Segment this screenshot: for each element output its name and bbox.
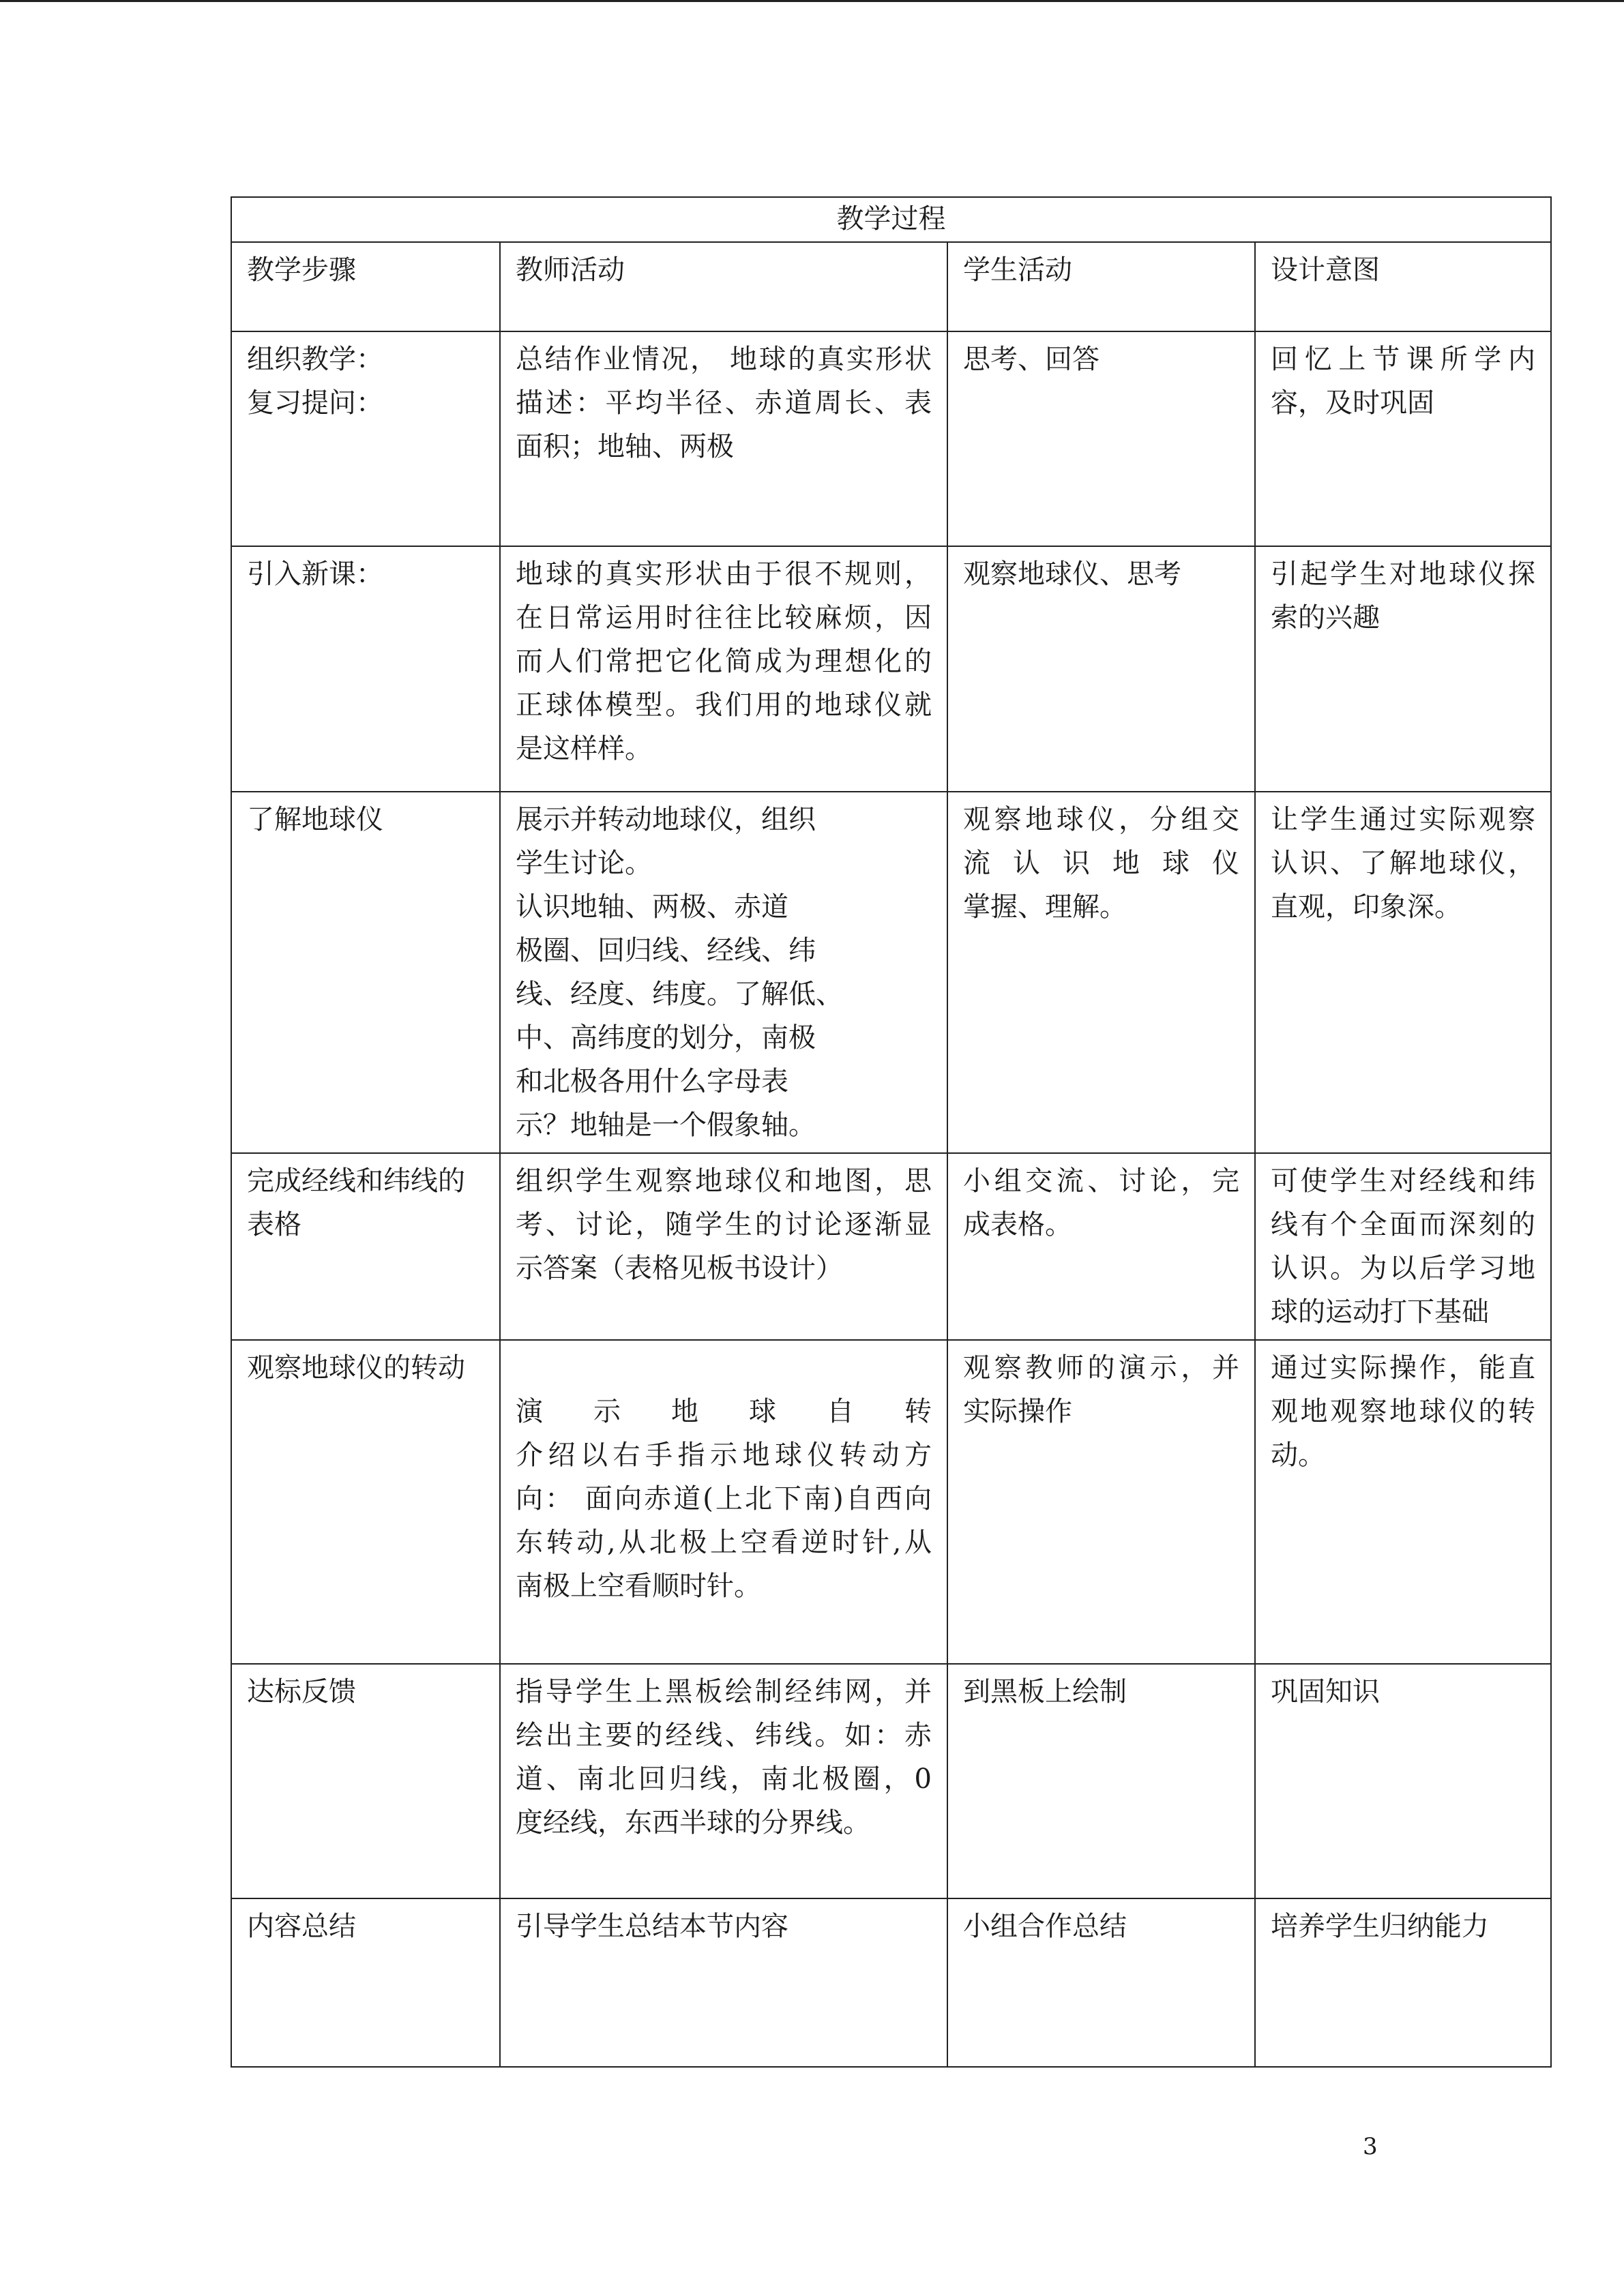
cell-text-line: 观察地球仪的转动	[247, 1352, 465, 1384]
cell-text-line: 了解地球仪	[247, 804, 383, 835]
table-row	[231, 546, 1551, 792]
cell-text-line: 索的兴趣	[1271, 602, 1380, 633]
table-row	[231, 1664, 1551, 1898]
cell-intent	[1255, 792, 1551, 1153]
cell-teacher	[500, 1664, 947, 1898]
cell-student	[947, 546, 1255, 792]
table-row	[231, 1153, 1551, 1340]
cell-text-line: 实际操作	[963, 1396, 1072, 1427]
cell-text-line: 到黑板上绘制	[963, 1676, 1127, 1708]
cell-text-line: 小组合作总结	[963, 1911, 1127, 1942]
cell-text-line: 思考、回答	[963, 344, 1099, 375]
cell-intent	[1255, 1340, 1551, 1664]
table-row	[231, 331, 1551, 546]
cell-text-line: 示答案（表格见板书设计）	[516, 1253, 843, 1284]
teaching-process-table	[231, 196, 1552, 2068]
cell-text-line: 示？地轴是一个假象轴。	[516, 1109, 816, 1141]
cell-text-line: 成表格。	[963, 1209, 1072, 1240]
cell-text-line: 观察教师的演示，并	[963, 1352, 1239, 1384]
cell-text-line: 认识。为以后学习地	[1271, 1253, 1535, 1284]
cell-text-line: 容，及时巩固	[1271, 387, 1434, 419]
cell-text-line: 线有个全面而深刻的	[1271, 1209, 1535, 1240]
cell-text-line: 南极上空看顺时针。	[516, 1570, 761, 1602]
cell-text-line: 直观，印象深。	[1271, 891, 1462, 923]
cell-text-line: 观地观察地球仪的转	[1271, 1396, 1535, 1427]
cell-step	[231, 1153, 500, 1340]
cell-text-line: 让学生通过实际观察	[1271, 804, 1535, 835]
cell-text-line: 巩固知识	[1271, 1676, 1380, 1708]
table-title: 教学过程	[231, 197, 1551, 242]
cell-text-line: 组织学生观察地球仪和地图，思	[516, 1165, 932, 1197]
cell-teacher	[500, 792, 947, 1153]
cell-text-line: 完成经线和纬线的	[247, 1165, 465, 1197]
table-row	[231, 1898, 1551, 2067]
header-intent: 设计意图	[1255, 242, 1551, 331]
cell-text-line: 介绍以右手指示地球仪转动方	[516, 1440, 932, 1471]
top-border-line	[0, 0, 1624, 2]
cell-text-line: 培养学生归纳能力	[1271, 1911, 1489, 1942]
cell-text-line: 道、南北回归线，南北极圈，0	[516, 1763, 932, 1795]
cell-intent	[1255, 546, 1551, 792]
cell-step	[231, 1340, 500, 1664]
cell-text-line: 组织教学：	[247, 344, 383, 375]
cell-intent	[1255, 1664, 1551, 1898]
cell-text-line: 复习提问：	[247, 387, 383, 419]
table-title-row	[231, 197, 1551, 242]
cell-text-line: 线、经度、纬度。了解低、	[516, 979, 843, 1010]
cell-teacher	[500, 331, 947, 546]
cell-text-line: 极圈、回归线、经线、纬	[516, 935, 816, 966]
header-teacher: 教师活动	[500, 242, 947, 331]
cell-text-line: 指导学生上黑板绘制经纬网，并	[516, 1676, 932, 1708]
cell-text-line: 演示地球自转	[516, 1396, 932, 1427]
header-step: 教学步骤	[231, 242, 500, 331]
page-number: 3	[1363, 2133, 1378, 2160]
cell-text-line: 总结作业情况， 地球的真实形状	[516, 344, 932, 375]
cell-text-line: 表格	[247, 1209, 301, 1240]
cell-text-line: 可使学生对经线和纬	[1271, 1165, 1535, 1197]
cell-text-line: 掌握、理解。	[963, 891, 1127, 923]
cell-step	[231, 1898, 500, 2067]
table-header-row	[231, 242, 1551, 331]
cell-text-line: 向： 面向赤道(上北下南)自西向	[516, 1483, 932, 1515]
cell-text-line: 中、高纬度的划分，南极	[516, 1022, 816, 1054]
cell-text-line: 引导学生总结本节内容	[516, 1911, 788, 1942]
cell-student	[947, 1898, 1255, 2067]
cell-text-line: 认识、了解地球仪，	[1271, 848, 1535, 879]
cell-text-line: 地球的真实形状由于很不规则，	[516, 558, 932, 590]
cell-text-line: 流认识地球仪	[963, 848, 1239, 879]
cell-student	[947, 1664, 1255, 1898]
cell-step	[231, 1664, 500, 1898]
cell-text-line: 认识地轴、两极、赤道	[516, 891, 788, 923]
cell-text-line: 引起学生对地球仪探	[1271, 558, 1535, 590]
table-row	[231, 1340, 1551, 1664]
table-row	[231, 792, 1551, 1153]
cell-text-line: 回忆上节课所学内	[1271, 344, 1535, 375]
cell-text-line: 和北极各用什么字母表	[516, 1066, 788, 1097]
cell-text-line: 小组交流、讨论，完	[963, 1165, 1239, 1197]
cell-text-line: 面积；地轴、两极	[516, 431, 734, 462]
cell-text-line: 内容总结	[247, 1911, 356, 1942]
cell-text-line: 学生讨论。	[516, 848, 652, 879]
cell-step	[231, 546, 500, 792]
cell-teacher	[500, 1898, 947, 2067]
cell-intent	[1255, 331, 1551, 546]
cell-text-line: 动。	[1271, 1440, 1325, 1471]
cell-text-line: 观察地球仪，分组交	[963, 804, 1239, 835]
cell-text-line: 东转动,从北极上空看逆时针,从	[516, 1527, 932, 1558]
cell-student	[947, 331, 1255, 546]
cell-teacher	[500, 1340, 947, 1664]
cell-text-line: 达标反馈	[247, 1676, 356, 1708]
cell-text-line: 引入新课：	[247, 558, 383, 590]
cell-student	[947, 792, 1255, 1153]
cell-student	[947, 1153, 1255, 1340]
cell-text-line: 球的运动打下基础	[1271, 1296, 1489, 1328]
cell-student	[947, 1340, 1255, 1664]
cell-text-line: 绘出主要的经线、纬线。如：赤	[516, 1720, 932, 1751]
cell-step	[231, 331, 500, 546]
cell-teacher	[500, 546, 947, 792]
cell-text-line: 在日常运用时往往比较麻烦，因	[516, 602, 932, 633]
cell-teacher	[500, 1153, 947, 1340]
header-student: 学生活动	[947, 242, 1255, 331]
cell-intent	[1255, 1153, 1551, 1340]
cell-text-line: 观察地球仪、思考	[963, 558, 1181, 590]
cell-text-line: 度经线，东西半球的分界线。	[516, 1807, 870, 1838]
cell-text-line: 考、讨论，随学生的讨论逐渐显	[516, 1209, 932, 1240]
cell-text-line: 通过实际操作，能直	[1271, 1352, 1535, 1384]
cell-text-line: 正球体模型。我们用的地球仪就	[516, 689, 932, 721]
cell-step	[231, 792, 500, 1153]
cell-text-line: 描述：平均半径、赤道周长、表	[516, 387, 932, 419]
cell-text-line: 展示并转动地球仪，组织	[516, 804, 816, 835]
cell-intent	[1255, 1898, 1551, 2067]
cell-text-line: 是这样样。	[516, 733, 652, 764]
cell-text-line: 而人们常把它化简成为理想化的	[516, 646, 932, 677]
